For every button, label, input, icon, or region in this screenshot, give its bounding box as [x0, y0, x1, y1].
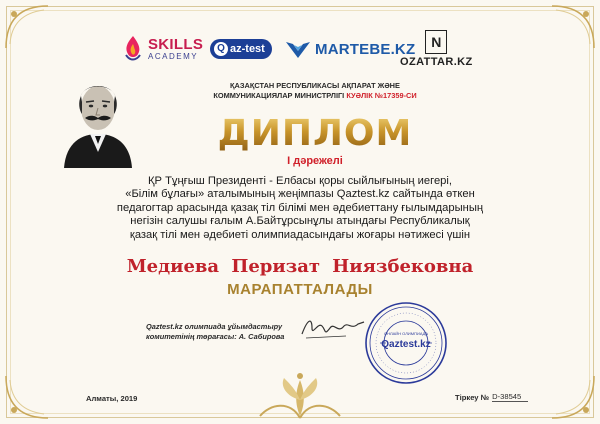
martebe-wings-icon — [284, 38, 312, 60]
body-line: ҚР Тұңғыш Президенті - Елбасы қоры сыйлығының иегері, — [147, 175, 452, 187]
award-word: МАРАПАТТАЛАДЫ — [227, 281, 373, 298]
skills-logo-sub: ACADEMY — [148, 52, 199, 61]
ozattar-mark-icon: N — [425, 30, 447, 54]
registration — [455, 392, 528, 402]
license-number: КУӘЛІК №17359-СИ — [346, 91, 417, 100]
ozattar-logo — [400, 24, 473, 74]
committee-line-2: комитетінің төрағасы: А. Сабирова — [146, 332, 285, 341]
skills-academy-logo — [122, 24, 203, 74]
skills-logo-name: SKILLS — [148, 36, 204, 53]
committee-signatory — [146, 322, 321, 342]
official-seal — [364, 301, 448, 385]
diploma-title: ДИПЛОМ — [160, 113, 470, 154]
ministry-line-2 — [160, 91, 470, 101]
logos-row — [0, 24, 600, 74]
body-line: қазақ тілі мен әдебиеті олимпиадасындағы жоғары нәтижесі үшін — [129, 228, 471, 241]
martebe-logo — [284, 24, 415, 74]
seal-ring-text: ОНЛАЙН ОЛИМПИАДА — [384, 331, 428, 336]
bottom-ornament-icon — [250, 360, 350, 420]
registration-label: Тіркеу № — [455, 392, 490, 402]
committee-line-1: Qaztest.kz олимпиада ұйымдастыру — [146, 322, 283, 331]
ozattar-logo-name: OZATTAR.KZ — [400, 56, 473, 68]
qaztest-logo — [210, 24, 272, 74]
body-line: педагогтар арасында қазақ тіл білімі мен әдебиеттану ғылымдарының — [116, 201, 484, 214]
registration-number: D-38545 — [492, 392, 528, 402]
martebe-logo-name: MARTEBE.KZ — [315, 40, 416, 58]
diploma-body-text — [60, 175, 540, 242]
signature-icon — [298, 312, 368, 344]
diploma-degree: I дәрежелі — [287, 155, 343, 167]
corner-ornament — [4, 374, 50, 420]
seal-center-text: Qaztest.kz — [381, 339, 431, 350]
qaztest-logo-name: az-test — [230, 43, 265, 55]
body-line: негізін салушы ғалым А.Байтұрсынұлы атындағы Республикалық — [130, 215, 470, 228]
portrait-image — [60, 72, 136, 168]
qaztest-q-icon: Q — [214, 42, 228, 56]
ministry-name: КОММУНИКАЦИЯЛАР МИНИСТРЛІГІ — [213, 91, 345, 100]
body-line: «Білім бұлағы» аталымының жеңімпазы Qaztest.kz сайтында өткен — [125, 188, 475, 201]
corner-ornament — [550, 374, 596, 420]
ministry-line-1: ҚАЗАҚСТАН РЕСПУБЛИКАСЫ АҚПАРАТ ЖӘНЕ — [230, 81, 400, 90]
ministry-license-text — [160, 81, 470, 101]
city-year: Алматы, 2019 — [86, 394, 138, 403]
recipient-name: Медиева Перизат Ниязбековна — [126, 256, 474, 277]
skills-flame-icon — [122, 35, 144, 63]
